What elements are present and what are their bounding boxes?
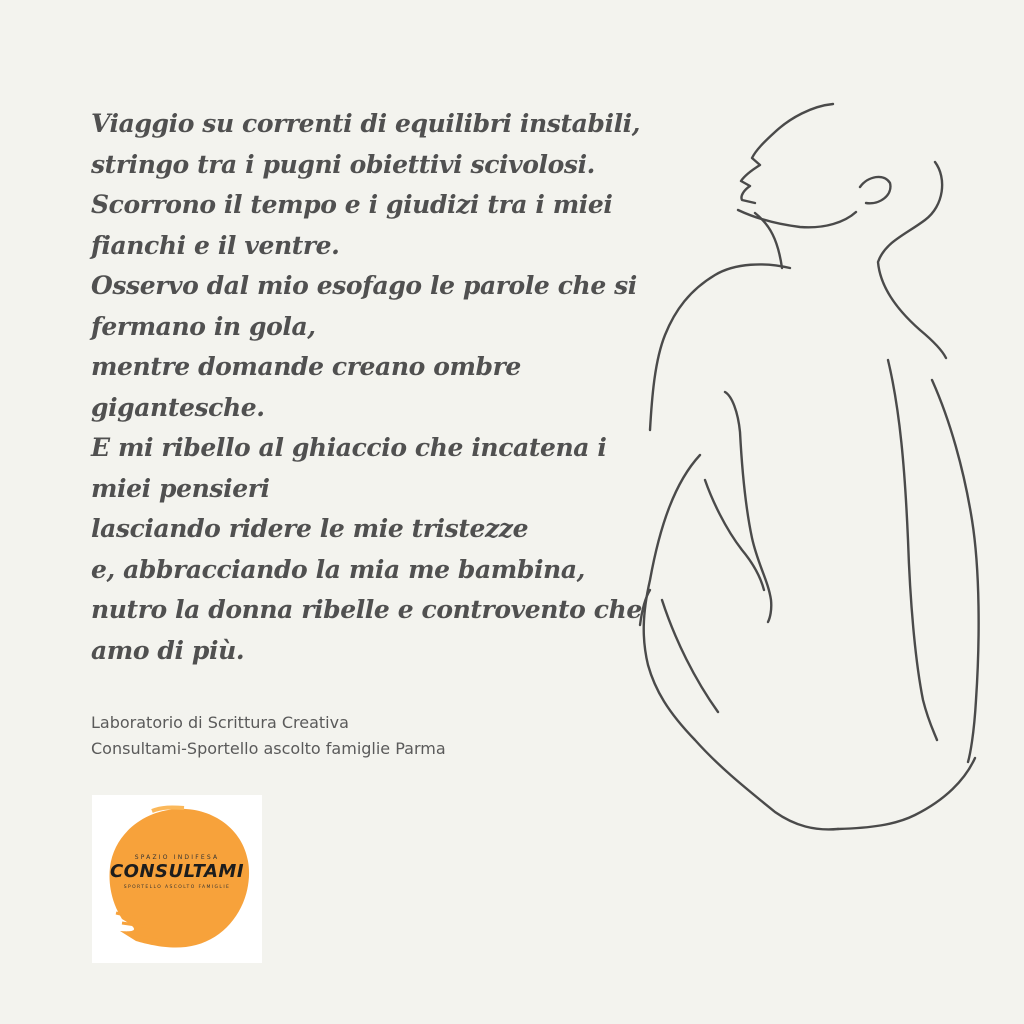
poem: [91, 104, 731, 671]
poem-line: E mi ribello al ghiaccio che incatena i: [91, 433, 607, 462]
poem-line: Scorrono il tempo e i giudizi tra i miei: [91, 190, 613, 219]
poem-line: e, abbracciando la mia me bambina,: [91, 554, 585, 584]
poem-line: fermano in gola,: [91, 311, 316, 341]
poem-line: Osservo dal mio esofago le parole che si: [91, 271, 637, 300]
poem-line: gigantesche.: [91, 392, 265, 422]
credit-organization: Consultami-Sportello ascolto famiglie Parma: [91, 739, 446, 758]
poem-line: amo di più.: [91, 635, 245, 665]
poem-line: nutro la donna ribelle e controvento che: [91, 595, 642, 624]
consultami-logo: [92, 795, 262, 963]
logo-main-text: CONSULTAMI: [109, 861, 245, 882]
poem-line: mentre domande creano ombre: [91, 352, 521, 381]
poem-line: fianchi e il ventre.: [91, 230, 340, 260]
poem-line: stringo tra i pugni obiettivi scivolosi.: [91, 149, 595, 179]
poem-line: miei pensieri: [91, 473, 270, 503]
poem-line: lasciando ridere le mie tristezze: [91, 514, 529, 543]
logo-bottom-text: SPORTELLO ASCOLTO FAMIGLIE: [123, 885, 231, 890]
credits: [91, 710, 446, 762]
credit-workshop: Laboratorio di Scrittura Creativa: [91, 713, 349, 732]
poem-line: Viaggio su correnti di equilibri instabili,: [91, 109, 641, 138]
logo-top-text: SPAZIO INDIFESA: [134, 854, 220, 861]
